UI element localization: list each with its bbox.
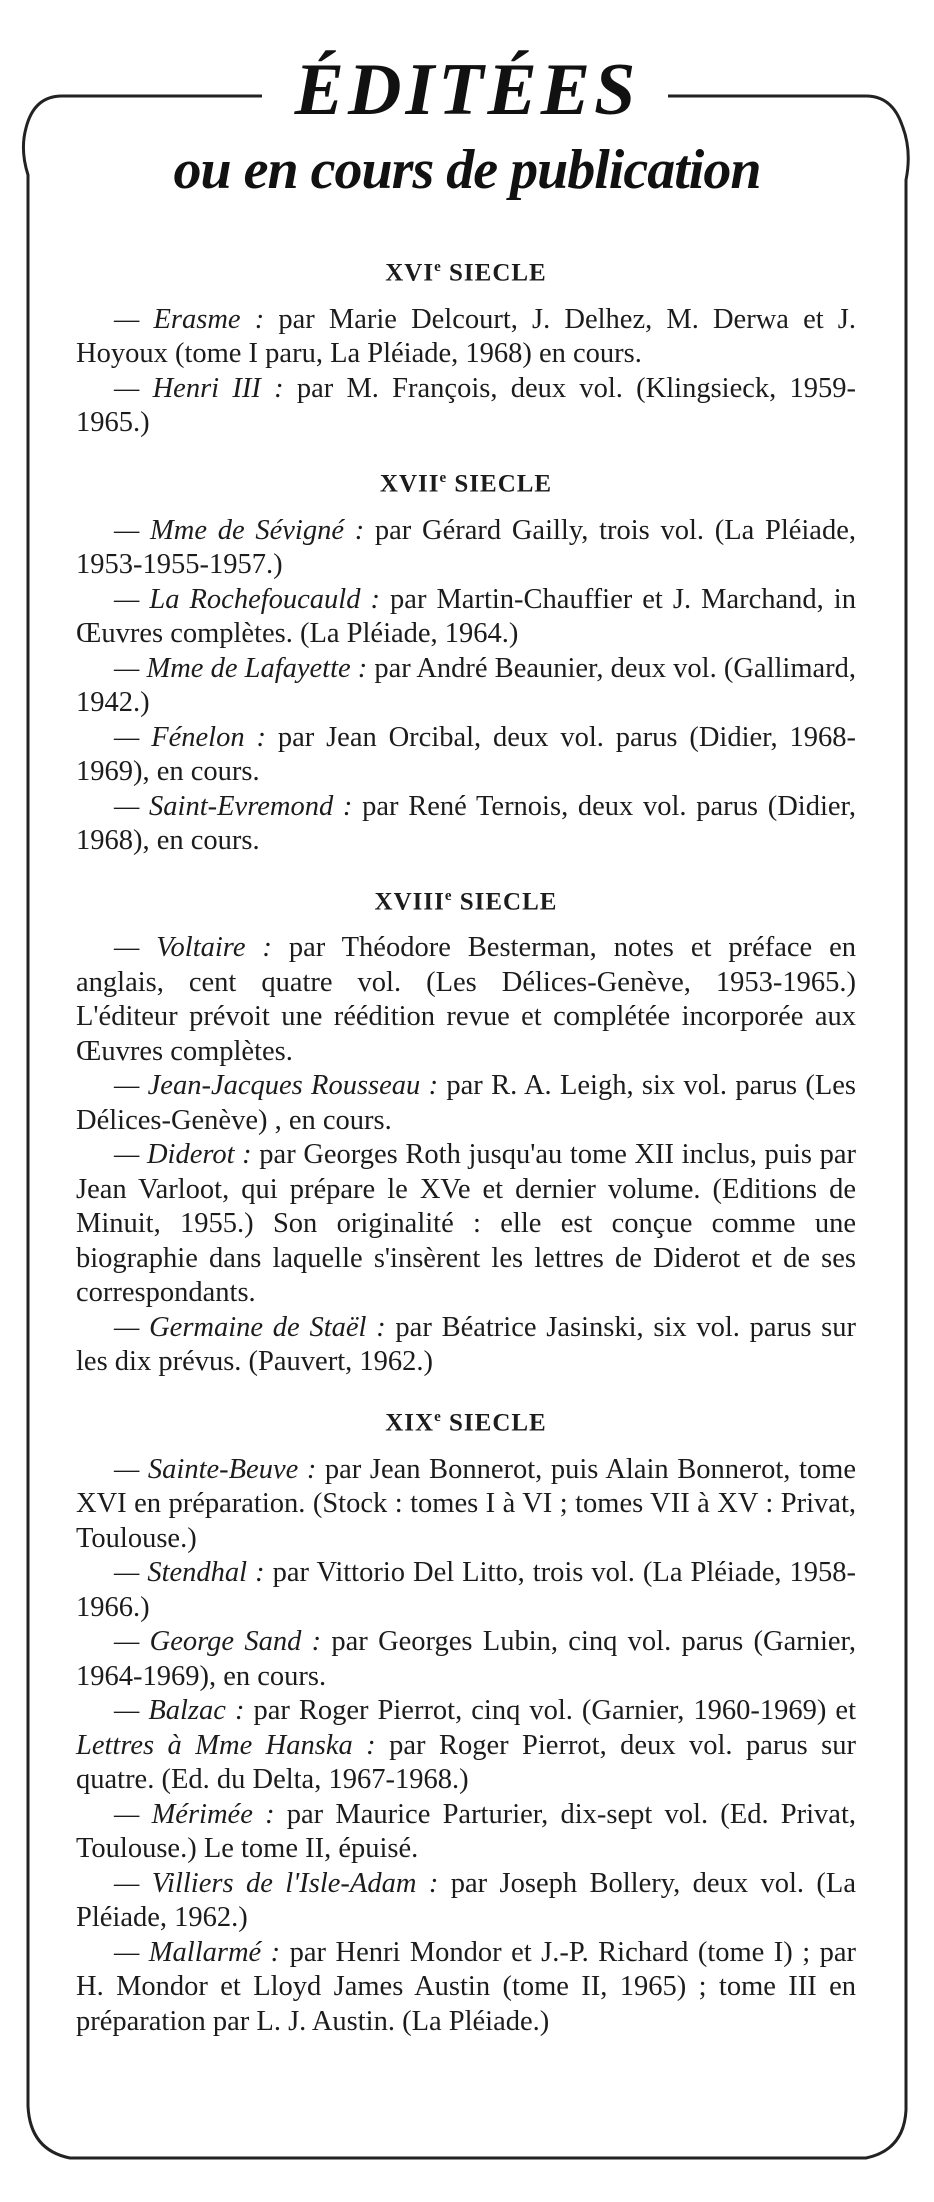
entry-voltaire: — Voltaire : par Théodore Besterman, notes et préface en anglais, cent quatre vol. (Les Délices-Genève, 1953-1965.) L'éditeur prévoit une réédition revue et complétée incorporée aux Œuvres complètes. bbox=[76, 932, 856, 1067]
entry-sainte-beuve: — Sainte-Beuve : par Jean Bonnerot, puis Alain Bonnerot, tome XVI en préparation. (Stock : tomes I à VI ; tomes VII à XV : Privat, Toulouse.) bbox=[76, 1453, 856, 1554]
entry-george-sand: — George Sand : par Georges Lubin, cinq vol. parus (Garnier, 1964-1969), en cours. bbox=[76, 1626, 856, 1692]
entry-la-rochefoucauld: — La Rochefoucauld : par Martin-Chauffier et J. Marchand, in Œuvres complètes. (La Pléiade, 1964.) bbox=[76, 583, 856, 650]
publication-list bbox=[76, 230, 856, 2039]
section-heading-17th: XVIIe SIECLE bbox=[379, 469, 553, 498]
entry-diderot: — Diderot : par Georges Roth jusqu'au tome XII inclus, puis par Jean Varloot, qui prépare le XVe et dernier volume. (Editions de Minuit, 1955.) Son originalité : elle est conçue comme une biographie dans laquelle s'insèrent les lettres de Diderot et de ses correspondants. bbox=[76, 1139, 856, 1309]
section-heading-18th: XVIIIe SIECLE bbox=[374, 887, 558, 915]
section-heading-19th: XIXe SIECLE bbox=[385, 1408, 547, 1437]
section-heading-16th: XVIe SIECLE bbox=[385, 259, 547, 287]
entry-henri-iii: — Henri III : par M. François, deux vol. (Klingsieck, 1959-1965.) bbox=[76, 372, 856, 439]
entry-stendhal: — Stendhal : par Vittorio Del Litto, trois vol. (La Pléiade, 1958-1966.) bbox=[76, 1557, 856, 1623]
entry-balzac: — Balzac : par Roger Pierrot, cinq vol. (Garnier, 1960-1969) et Lettres à Mme Hanska : par Roger Pierrot, deux vol. parus sur quatre. (Ed. du Delta, 1967-1968.) bbox=[76, 1695, 856, 1796]
entry-saint-evremond: — Saint-Evremond : par René Ternois, deux vol. parus (Didier, 1968), en cours. bbox=[76, 790, 857, 857]
entry-rousseau: — Jean-Jacques Rousseau : par R. A. Leigh, six vol. parus (Les Délices-Genève) , en cours. bbox=[76, 1070, 857, 1136]
heading-editees: ÉDITÉES bbox=[294, 49, 640, 131]
entry-sevigne: — Mme de Sévigné : par Gérard Gailly, trois vol. (La Pléiade, 1953-1955-1957.) bbox=[76, 514, 856, 581]
entry-merimee: — Mérimée : par Maurice Parturier, dix-sept vol. (Ed. Privat, Toulouse.) Le tome II, épuisé. bbox=[76, 1798, 856, 1865]
entry-villiers: — Villiers de l'Isle-Adam : par Joseph Bollery, deux vol. (La Pléiade, 1962.) bbox=[76, 1867, 856, 1934]
heading-subtitle: ou en cours de publication bbox=[173, 139, 761, 201]
entry-stael: — Germaine de Staël : par Béatrice Jasinski, six vol. parus sur les dix prévus. (Pauvert, 1962.) bbox=[76, 1311, 856, 1378]
entry-erasme: — Erasme : par Marie Delcourt, J. Delhez, M. Derwa et J. Hoyoux (tome I paru, La Pléiade, 1968) en cours. bbox=[76, 303, 856, 370]
entry-fenelon: — Fénelon : par Jean Orcibal, deux vol. parus (Didier, 1968-1969), en cours. bbox=[76, 721, 856, 788]
entry-lafayette: — Mme de Lafayette : par André Beaunier, deux vol. (Gallimard, 1942.) bbox=[76, 652, 857, 719]
entry-mallarme: — Mallarmé : par Henri Mondor et J.-P. Richard (tome I) ; par H. Mondor et Lloyd James Austin (tome II, 1965) ; tome III en préparation par L. J. Austin. (La Pléiade.) bbox=[76, 1936, 856, 2037]
